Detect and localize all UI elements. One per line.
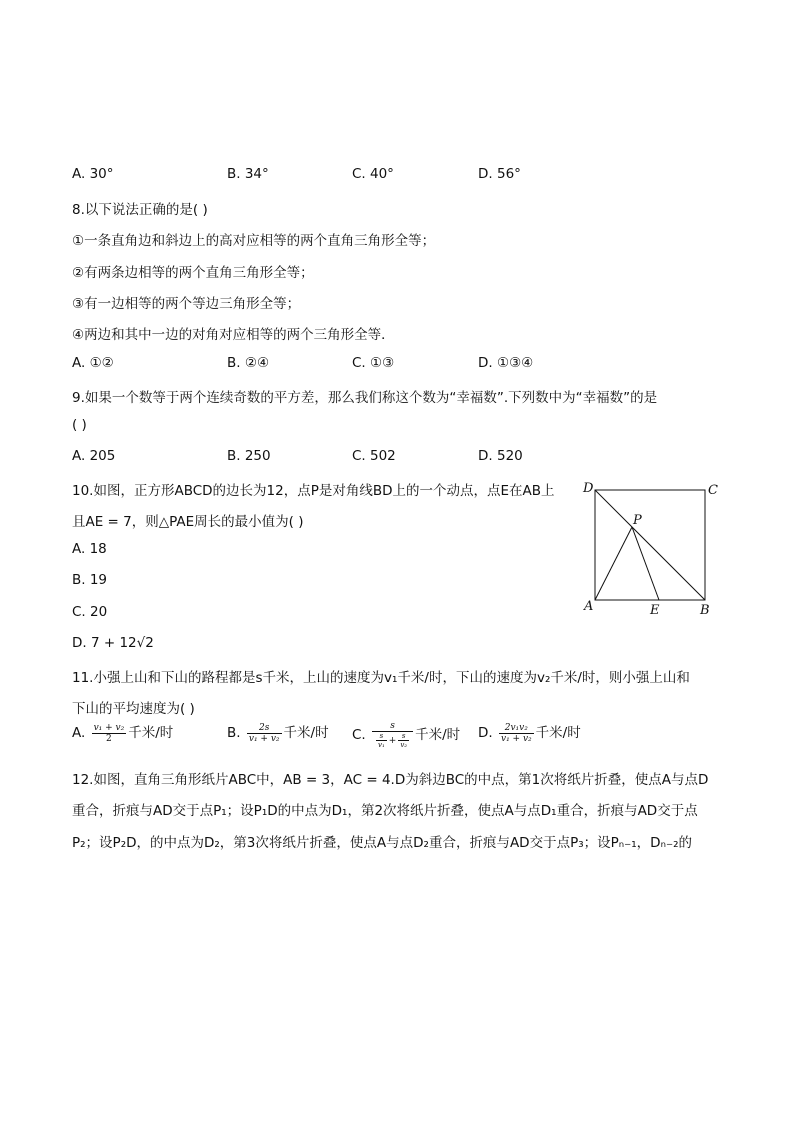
q11-stem-line2: 下山的平均速度为( ) (72, 701, 195, 717)
q7-option-c: C. 40° (352, 166, 394, 182)
segment-pa (595, 527, 632, 600)
q11-stem-line1: 11.小强上山和下山的路程都是s千米，上山的速度为v₁千米/时，下山的速度为v₂千米/时，则小强上山和 (72, 670, 690, 686)
q10-stem-line1: 10.如图，正方形ABCD的边长为12，点P是对角线BD上的一个动点，点E在AB上 (72, 483, 555, 499)
diagonal-bd (595, 490, 705, 600)
fraction-d: $\frac{\text{2v₁v₂}}{\text{v₁ + v₂}}$ (500, 722, 532, 744)
q8-statement-2: ②有两条边相等的两个直角三角形全等； (72, 265, 314, 281)
q12-line3: P₂；设P₂D，的中点为D₂，第3次将纸片折叠，使点A与点D₂重合，折痕与AD交于点P₃；设Pₙ₋₁，Dₙ₋₂的 (72, 835, 692, 851)
q10-option-b: B. 19 (72, 572, 108, 588)
q9-option-a: A. 205 (72, 448, 116, 464)
segment-pe (632, 527, 659, 600)
fraction-c: s $\frac{s}{\text{v₁}}$ + $\frac{s}{\text{v₂}}$ (372, 721, 413, 749)
q11-option-d: D. $\frac{\text{2v₁v₂}}{\text{v₁ + v₂}}$ 千米/时 (478, 722, 581, 744)
q8-option-d: D. ①③④ (478, 355, 534, 371)
q11-option-c: C. s $\frac{s}{\text{v₁}}$ + $\frac{s}{\text{v₂}}$ 千米/时 (352, 721, 461, 749)
q10-stem-line2: 且AE = 7，则△PAE周长的最小值为( ) (72, 514, 304, 530)
q7-option-a: A. 30° (72, 166, 114, 182)
label-d: D (583, 481, 594, 496)
q9-options (72, 448, 722, 468)
q8-statement-4: ④两边和其中一边的对角对应相等的两个三角形全等． (72, 327, 395, 343)
q9-stem-line2: ( ) (72, 417, 87, 433)
fraction-a: $\frac{\text{v₁ + v₂}}{2}$ (93, 722, 125, 744)
q11-options (72, 721, 722, 755)
q10-option-d: D. 7 + 12√2 (72, 635, 154, 651)
q11-option-a: A. $\frac{\text{v₁ + v₂}}{2}$ 千米/时 (72, 722, 174, 744)
q10-square-figure (580, 478, 720, 618)
fraction-b: $\frac{2s}{\text{v₁ + v₂}}$ (248, 722, 280, 744)
q11-option-b: B. $\frac{2s}{\text{v₁ + v₂}}$ 千米/时 (227, 722, 329, 744)
q8-statement-1: ①一条直角边和斜边上的高对应相等的两个直角三角形全等； (72, 233, 436, 249)
q7-option-d: D. 56° (478, 166, 521, 182)
q12-line1: 12.如图，直角三角形纸片ABC中，AB = 3，AC = 4.D为斜边BC的中点，第1次将纸片折叠，使点A与点D (72, 772, 709, 788)
q9-option-c: C. 502 (352, 448, 396, 464)
q9-option-b: B. 250 (227, 448, 271, 464)
q8-stem: 8.以下说法正确的是( ) (72, 202, 208, 218)
q8-option-b: B. ②④ (227, 355, 270, 371)
q8-options (72, 355, 722, 375)
label-p: P (633, 513, 642, 528)
q8-option-a: A. ①② (72, 355, 114, 371)
label-c: C (708, 483, 718, 498)
q10-option-c: C. 20 (72, 604, 108, 620)
q8-statement-3: ③有一边相等的两个等边三角形全等； (72, 296, 301, 312)
q10-option-a: A. 18 (72, 541, 107, 557)
q9-option-d: D. 520 (478, 448, 523, 464)
label-b: B (700, 603, 710, 618)
q7-option-b: B. 34° (227, 166, 269, 182)
label-e: E (650, 603, 660, 618)
q9-stem-line1: 9.如果一个数等于两个连续奇数的平方差，那么我们称这个数为“幸福数”.下列数中为“幸福数”的是 (72, 390, 658, 406)
q8-option-c: C. ①③ (352, 355, 395, 371)
q12-line2: 重合，折痕与AD交于点P₁；设P₁D的中点为D₁，第2次将纸片折叠，使点A与点D₁重合，折痕与AD交于点 (72, 803, 698, 819)
q7-options (72, 166, 722, 186)
label-a: A (584, 599, 594, 614)
